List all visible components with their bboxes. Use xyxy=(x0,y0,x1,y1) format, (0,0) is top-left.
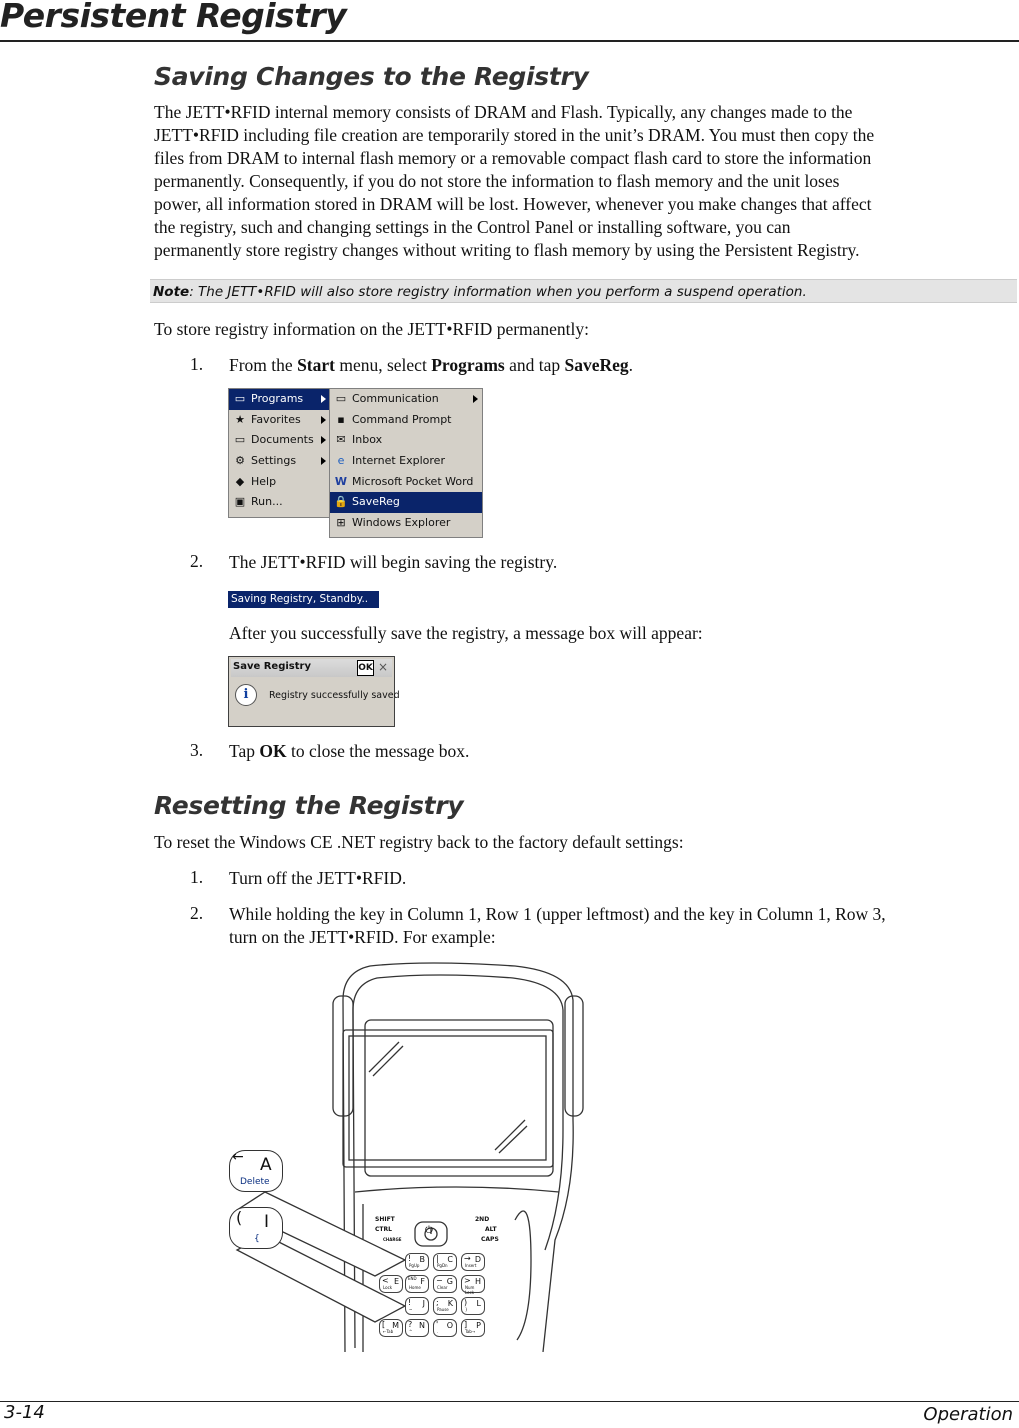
key-g[interactable]: − G Clear xyxy=(433,1275,457,1293)
run-icon: ▣ xyxy=(234,495,246,509)
start-menu xyxy=(228,388,331,518)
message-text: Registry successfully saved xyxy=(269,690,400,701)
menu-item-savereg[interactable]: 🔒 SaveReg xyxy=(330,492,482,513)
menu-item-command-prompt[interactable]: ▪ Command Prompt xyxy=(330,410,482,431)
submenu-arrow-icon xyxy=(473,395,478,403)
key-sublabel: Delete xyxy=(240,1177,270,1187)
settings-icon: ⚙ xyxy=(235,454,245,468)
menu-item-help[interactable]: ◆ Help xyxy=(229,472,330,493)
para-line: power, all information stored in DRAM will be lost. However, whenever you make changes that affect xyxy=(154,194,872,214)
alt-label: ALT xyxy=(485,1226,497,1233)
after-save-text: After you successfully save the registry, a message box will appear: xyxy=(229,623,703,643)
key-letter: I xyxy=(264,1212,270,1232)
submenu-arrow-icon xyxy=(321,395,326,403)
callout-key-a xyxy=(229,1150,283,1192)
key-f[interactable]: END F Home xyxy=(405,1275,429,1293)
word-icon: W xyxy=(334,474,348,488)
keypad xyxy=(379,1253,499,1349)
footer-rule xyxy=(0,1401,1019,1402)
note-label: Note xyxy=(153,284,190,300)
para-line: permanently. Consequently, if you do not store the information to flash memory and the unit loses xyxy=(154,171,840,191)
internet-explorer-icon: e xyxy=(337,454,345,468)
para-line: files from DRAM to internal flash memory or a removable compact flash card to store the information xyxy=(154,148,872,168)
info-icon: i xyxy=(235,684,257,706)
reset-step2-text: While holding the key in Column 1, Row 1 (upper leftmost) and the key in Column 1, Row 3, turn on the JETT•RFID. For example: xyxy=(229,904,886,947)
caps-label: CAPS xyxy=(481,1236,499,1243)
message-box-titlebar xyxy=(231,659,392,677)
star-icon: ★ xyxy=(235,412,245,426)
message-box-title: Save Registry xyxy=(233,661,311,672)
close-icon[interactable]: × xyxy=(377,660,389,674)
section-heading-saving: Saving Changes to the Registry xyxy=(154,62,589,91)
menu-item-internet-explorer[interactable]: e Internet Explorer xyxy=(330,451,482,472)
folder-icon: ▭ xyxy=(234,433,246,447)
key-symbol: ( xyxy=(236,1208,243,1227)
reset-intro: To reset the Windows CE .NET registry back to the factory default settings: xyxy=(154,832,684,852)
note-text: : The JETT•RFID will also store registry information when you perform a suspend operation. xyxy=(189,284,807,300)
key-e[interactable]: < E Lock xyxy=(379,1275,403,1293)
submenu-arrow-icon xyxy=(321,436,326,444)
page-number: 3-14 xyxy=(4,1402,45,1423)
device-illustration xyxy=(225,960,585,1352)
command-prompt-icon: ▪ xyxy=(337,412,345,426)
key-l[interactable]: ) L } xyxy=(461,1297,485,1315)
ctrl-label: CTRL xyxy=(375,1226,392,1233)
programs-keyword: Programs xyxy=(431,355,505,375)
para-line: permanently store registry changes without writing to flash memory by using the Persistent Registry. xyxy=(154,240,860,260)
title-rule xyxy=(0,40,1019,42)
key-j[interactable]: ! J ~ xyxy=(405,1297,429,1315)
para-line: the registry, such and changing settings in the Control Panel or installing software, you can xyxy=(154,217,791,237)
menu-item-run[interactable]: ▣ Run... xyxy=(234,495,283,509)
key-sublabel: { xyxy=(254,1234,260,1244)
menu-item-favorites[interactable]: ★ Favorites xyxy=(229,410,330,431)
menu-item-windows-explorer[interactable]: ⊞ Windows Explorer xyxy=(330,513,482,534)
note-box xyxy=(150,279,1017,303)
callout-key-i xyxy=(229,1207,283,1249)
folder-icon: ▭ xyxy=(335,392,347,405)
step3-text: Tap OK to close the message box. xyxy=(229,741,470,761)
menu-item-programs[interactable]: ▭ Programs xyxy=(229,389,330,410)
programs-submenu xyxy=(329,388,483,538)
para-line: JETT•RFID including file creation are temporarily stored in the unit’s DRAM. You must then copy the xyxy=(154,125,875,145)
key-p[interactable]: ] P Tab→ xyxy=(461,1319,485,1337)
message-box xyxy=(228,656,400,727)
key-c[interactable]: | C PgDn xyxy=(433,1253,457,1271)
ok-button[interactable]: OK xyxy=(357,660,374,676)
second-function-label: 2ND xyxy=(475,1216,490,1223)
ok-keyword: OK xyxy=(259,741,287,761)
store-intro: To store registry information on the JETT•RFID permanently: xyxy=(154,319,590,339)
submenu-arrow-icon xyxy=(321,457,326,465)
menu-item-communication[interactable]: ▭ Communication xyxy=(330,389,482,410)
menu-item-pocket-word[interactable]: W Microsoft Pocket Word xyxy=(334,474,474,488)
key-letter: A xyxy=(260,1155,272,1175)
key-m[interactable]: [ M ←Tab xyxy=(379,1319,403,1337)
shift-label: SHIFT xyxy=(375,1216,395,1223)
step-number: 2. xyxy=(190,551,204,571)
step-number: 2. xyxy=(190,903,204,923)
section-heading-resetting: Resetting the Registry xyxy=(154,791,464,820)
start-keyword: Start xyxy=(297,355,335,375)
step-number: 3. xyxy=(190,740,204,760)
intro-paragraph xyxy=(154,101,874,262)
para-line: The JETT•RFID internal memory consists of DRAM and Flash. Typically, any changes made to the xyxy=(154,102,853,122)
saving-status-bar: Saving Registry, Standby.. xyxy=(228,591,379,608)
lock-icon: 🔒 xyxy=(334,495,348,509)
step1-text: From the Start menu, select Programs and tap SaveReg. xyxy=(229,355,634,375)
menu-item-settings[interactable]: ⚙ Settings xyxy=(229,451,330,472)
inbox-icon: ✉ xyxy=(336,433,346,447)
help-book-icon: ◆ xyxy=(235,474,245,488)
key-b[interactable]: ! B PgUp xyxy=(405,1253,429,1271)
charge-label: CHARGE xyxy=(383,1237,402,1242)
savereg-keyword: SaveReg xyxy=(564,355,629,375)
key-d[interactable]: → D Insert xyxy=(461,1253,485,1271)
arrow-left-icon: ← xyxy=(232,1149,244,1165)
step-number: 1. xyxy=(190,867,204,887)
step-number: 1. xyxy=(190,354,204,374)
power-icon: ⏻ xyxy=(425,1225,433,1236)
menu-item-documents[interactable]: ▭ Documents xyxy=(229,430,330,451)
reset-step1-text: Turn off the JETT•RFID. xyxy=(229,868,407,888)
submenu-arrow-icon xyxy=(321,416,326,424)
key-o[interactable]: ' O . xyxy=(433,1319,457,1337)
step2-text: The JETT•RFID will begin saving the registry. xyxy=(229,552,558,572)
footer-section: Operation xyxy=(923,1404,1013,1425)
windows-logo-icon: ⊞ xyxy=(336,516,346,530)
page-title: Persistent Registry xyxy=(0,0,347,35)
key-k[interactable]: ; K Pause xyxy=(433,1297,457,1315)
key-n[interactable]: ? N ^ xyxy=(405,1319,429,1337)
menu-item-inbox[interactable]: ✉ Inbox xyxy=(330,430,482,451)
folder-icon: ▭ xyxy=(234,392,246,405)
key-h[interactable]: > H Num Lock xyxy=(461,1275,485,1293)
